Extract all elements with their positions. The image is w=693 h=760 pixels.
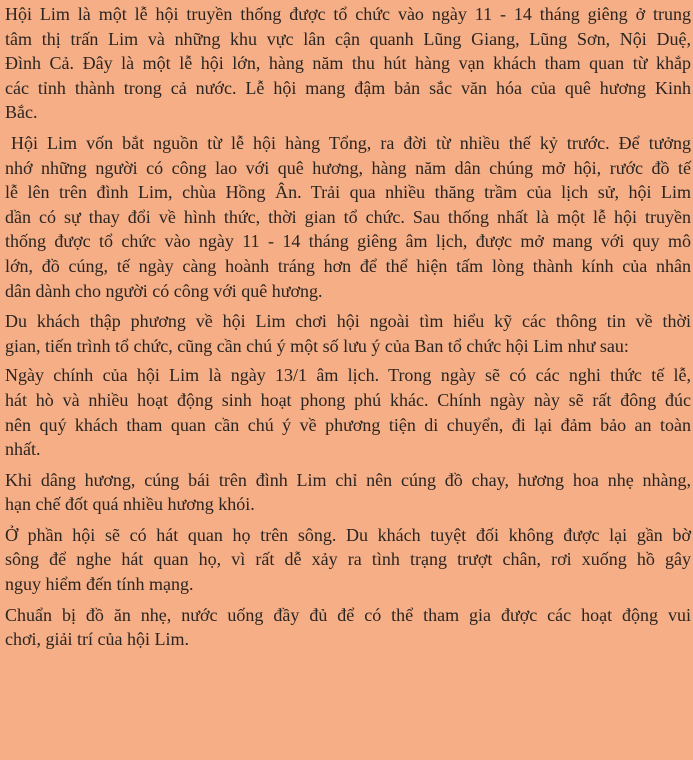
text-line: gian, tiến trình tổ chức, cũng cần chú ý một số lưu ý của Ban tổ chức hội Lim như sau: [5,335,629,356]
text-line: Đình Cả. Đây là một lễ hội lớn, hàng năm thu hút hàng vạn khách tham quan từ khắp [5,53,691,74]
text-line: Hội Lim là một lễ hội truyền thống được tổ chức vào ngày 11 - 14 tháng giêng ở trung [5,4,691,24]
text-line: nhất. [5,439,41,460]
paragraph-quan-ho [5,523,691,597]
text-line: thống được tổ chức vào ngày 11 - 14 tháng giêng âm lịch, được mở mang với quy mô [5,231,691,252]
text-line: hát hò và nhiều hoạt động sinh hoạt phong phú khác. Chính ngày này sẽ rất đông đúc [5,389,691,410]
text-line: chơi, giải trí của hội Lim. [5,629,189,650]
text-line: dân dành cho người có công với quê hương. [5,280,323,301]
text-line: Du khách thập phương về hội Lim chơi hội ngoài tìm hiểu kỹ các thông tin về thời [5,311,691,332]
text-line: dần có sự thay đổi về hình thức, thời gian tổ chức. Sau thống nhất là một lễ hội truyền [5,206,691,227]
text-line: Hội Lim vốn bắt nguồn từ lễ hội hàng Tổng, ra đời từ nhiều thế kỷ trước. Để tưởng [11,132,691,153]
text-line: lớn, đồ cúng, tế ngày càng hoành tráng hơn để thể hiện tấm lòng thành kính của nhân [5,255,691,276]
text-line: Chuẩn bị đồ ăn nhẹ, nước uống đầy đủ để có thể tham gia được các hoạt động vui [5,604,691,625]
text-line: nhớ những người có công lao với quê hương, hàng năm dân chúng mở hội, rước đồ tế [5,157,691,178]
paragraph-incense [5,468,691,517]
text-line: Ở phần hội sẽ có hát quan họ trên sông. Du khách tuyệt đối không được lại gần bờ [5,524,691,545]
paragraph-origin [5,131,691,303]
paragraph-intro [5,2,691,125]
text-line: hạn chế đốt quá nhiều hương khói. [5,494,255,515]
text-line: Ngày chính của hội Lim là ngày 13/1 âm lịch. Trong ngày sẽ có các nghi thức tế lễ, [5,365,691,386]
paragraph-food [5,603,691,652]
text-line: nên quý khách tham quan cần chú ý về phương tiện di chuyển, đi lại đảm bảo an toàn [5,414,691,435]
text-line: tâm thị trấn Lim và những khu vực lân cận quanh Lũng Giang, Lũng Sơn, Nội Duệ, [5,28,691,49]
text-line: nguy hiểm đến tính mạng. [5,574,194,595]
paragraph-notes-intro [5,309,691,358]
text-line: Bắc. [5,102,38,123]
text-line: các tỉnh thành trong cả nước. Lễ hội mang đậm bản sắc văn hóa của quê hương Kinh [5,77,691,98]
paragraph-main-day [5,363,691,461]
text-line: sông để nghe hát quan họ, vì rất dễ xảy ra tình trạng trượt chân, rơi xuống hồ gây [5,549,691,570]
text-line: lễ lên trên đình Lim, chùa Hồng Ân. Trải qua nhiều thăng trầm của lịch sử, hội Lim [5,182,691,203]
text-line: Khi dâng hương, cúng bái trên đình Lim chỉ nên cúng đồ chay, hương hoa nhẹ nhàng, [5,469,691,490]
